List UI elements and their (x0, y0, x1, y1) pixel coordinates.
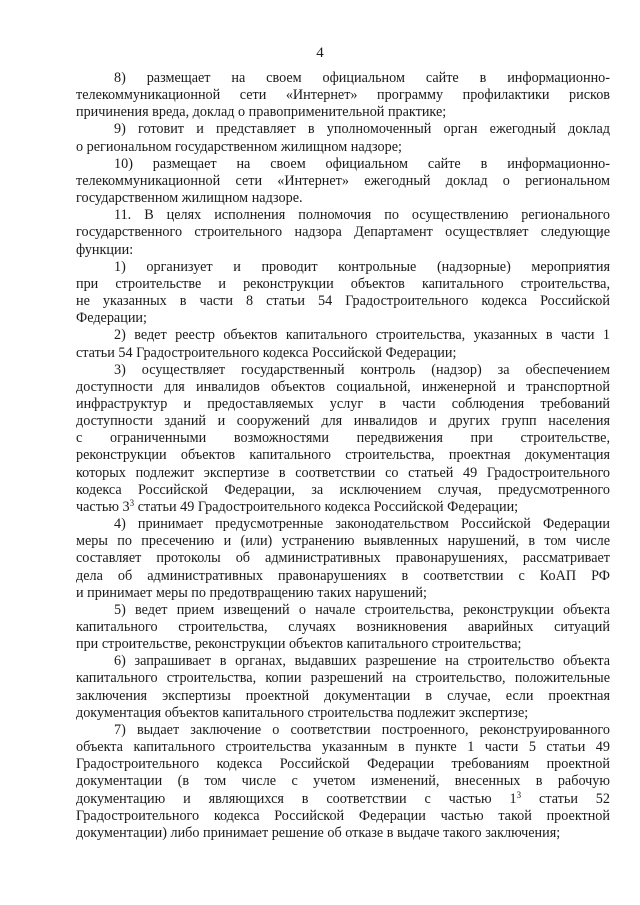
text-line: 8) размещает на своем официальном сайте в информационно- (114, 70, 610, 86)
text-line: дела об административных правонарушениях в соответствии с КоАП РФ (76, 567, 610, 584)
page-number: 4 (316, 45, 324, 61)
text-line: не указанных в части 8 статьи 54 Градостроительного кодекса Российской (76, 293, 610, 310)
document-body (76, 70, 610, 842)
text-line: о региональном государственном жилищном надзоре; (76, 138, 402, 155)
text-line: 10) размещает на своем официальном сайте в информационно- (114, 155, 610, 172)
text-line: инфраструктур и предоставляемых услуг в части соблюдения требований (76, 395, 610, 412)
text-line: реконструкции объектов капитального строительства, проектная документация (76, 447, 610, 464)
text-line: капитального строительства, случаях возникновения аварийных ситуаций (76, 619, 610, 635)
paragraph-11 (76, 207, 610, 258)
paragraph-11-2 (76, 327, 610, 361)
text-fragment: документацию и являющихся в соответствии с частью 1 (76, 790, 517, 807)
text-line: кодекса Российской Федерации, за исключением случая, предусмотренного (76, 481, 610, 498)
text-line: причинения вреда, доклад о правоприменительной практике; (76, 104, 447, 121)
text-fragment: статьи 49 Градостроительного кодекса Российской Федерации; (137, 498, 519, 515)
text-fragment: статьи 52 (539, 790, 610, 807)
text-line: телекоммуникационной сети «Интернет» программу профилактики рисков (76, 87, 610, 104)
text-line: государственного строительного надзора Департамент осуществляет следующие (76, 224, 610, 241)
text-line: при строительстве, реконструкции объектов капитального строительства; (76, 636, 522, 653)
paragraph-9 (76, 121, 610, 155)
text-line-with-superscript (76, 499, 610, 516)
text-line: доступности для инвалидов объектов социальной, инженерной и транспортной (76, 378, 610, 395)
text-line: документации) либо принимает решение об отказе в выдаче такого заключения; (76, 824, 561, 841)
text-line: функции: (76, 241, 134, 258)
text-line: статьи 54 Градостроительного кодекса Российской Федерации; (76, 344, 457, 361)
text-line: меры по пресечению и (или) устранению выявленных нарушений, в том числе (76, 533, 610, 550)
paragraph-11-1 (76, 259, 610, 328)
paragraph-11-7 (76, 722, 610, 842)
text-fragment: частью 3 (76, 498, 130, 515)
text-line: составляет протоколы об административных правонарушениях, рассматривает (76, 550, 610, 567)
text-line: и принимает меры по предотвращению таких нарушений; (76, 584, 427, 601)
text-line: которых подлежит экспертизе в соответствии со статьей 49 Градостроительного (76, 464, 610, 481)
text-line: 7) выдает заключение о соответствии построенного, реконструированного (114, 721, 610, 738)
paragraph-11-6 (76, 653, 610, 722)
paragraph-11-5 (76, 602, 610, 653)
text-line: документации (в том числе с учетом изменений, внесенных в рабочую (76, 773, 610, 790)
text-line: 3) осуществляет государственный контроль (надзор) за обеспечением (114, 361, 610, 378)
text-line: с ограниченными возможностями передвижения при строительстве, (76, 430, 610, 447)
text-line: заключения экспертизы проектной документации в случае, если проектная (76, 687, 610, 704)
text-line: при строительстве и реконструкции объектов капитального строительства, (76, 275, 610, 292)
paragraph-11-4 (76, 516, 610, 602)
text-line: 6) запрашивает в органах, выдавших разрешение на строительство объекта (114, 653, 610, 670)
text-line: объекта капитального строительства указанным в пункте 1 части 5 статьи 49 (76, 739, 610, 756)
text-line: 5) ведет прием извещений о начале строительства, реконструкции объекта (114, 601, 610, 618)
text-line: Градостроительного кодекса Российской Федерации требованиям проектной (76, 756, 610, 773)
text-line: Федерации; (76, 310, 147, 327)
paragraph-10 (76, 156, 610, 207)
text-line: 11. В целях исполнения полномочия по осуществлению регионального (114, 207, 610, 224)
text-line: документация объектов капитального строительства подлежит экспертизе; (76, 704, 529, 721)
text-line: 2) ведет реестр объектов капитального строительства, указанных в части 1 (114, 327, 610, 344)
text-line: телекоммуникационной сети «Интернет» ежегодный доклад о региональном (76, 172, 610, 189)
superscript: 3 (516, 789, 522, 800)
text-line-with-superscript (76, 791, 610, 808)
superscript: 3 (129, 497, 135, 508)
text-line: 1) организует и проводит контрольные (надзорные) мероприятия (114, 258, 610, 275)
paragraph-8 (76, 70, 610, 121)
text-line: государственном жилищном надзоре. (76, 190, 303, 207)
text-line: Градостроительного кодекса Российской Федерации частью такой проектной (76, 807, 610, 824)
text-line: доступности зданий и сооружений для инвалидов и других групп населения (76, 413, 610, 430)
text-line: 9) готовит и представляет в уполномоченный орган ежегодный доклад (114, 121, 610, 138)
text-line: капитального строительства, копии разрешений на строительство, положительные (76, 670, 610, 687)
paragraph-11-3 (76, 362, 610, 516)
text-line: 4) принимает предусмотренные законодательством Российской Федерации (114, 516, 610, 533)
